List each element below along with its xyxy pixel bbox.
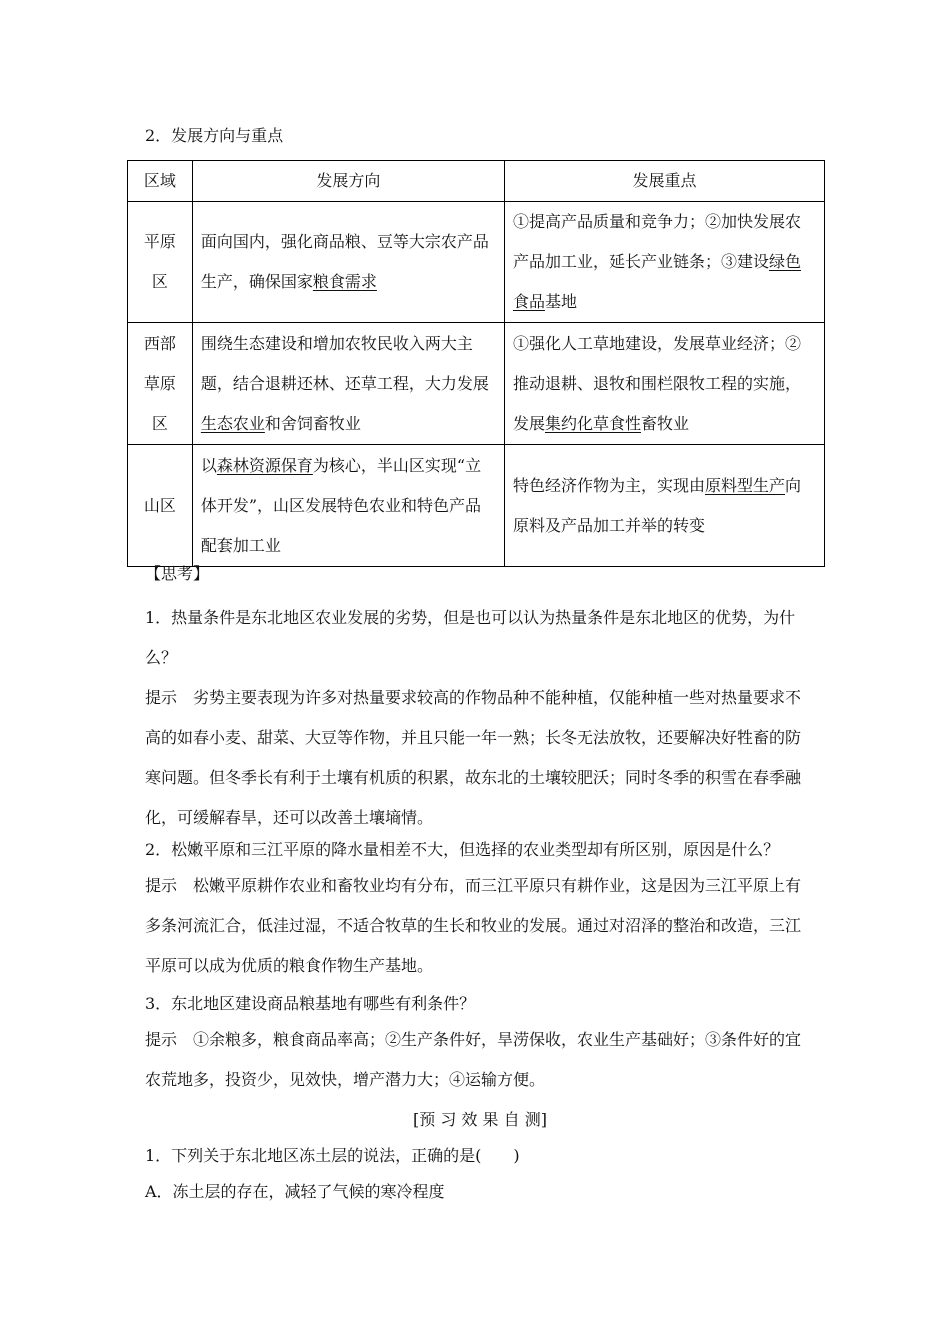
test-question-1-option-a: A．冻土层的存在，减轻了气候的寒冷程度 xyxy=(145,1182,445,1201)
region-cell: 西部草原区 xyxy=(128,323,193,445)
text-run: 围绕生态建设和增加农牧民收入两大主题，结合退耕还林、还草工程，大力发展 xyxy=(200,333,489,393)
direction-cell xyxy=(192,323,504,445)
text-run: 以 xyxy=(200,455,217,475)
text-run: 基地 xyxy=(544,292,577,311)
underlined-term: 森林资源保育 xyxy=(216,455,313,475)
answer-3: 提示 ①余粮多，粮食商品率高；②生产条件好，旱涝保收，农业生产基础好；③条件好的宜农荒地多，投资少，见效快，增产潜力大；④运输方便。 xyxy=(145,1030,802,1089)
question-3: 3．东北地区建设商品粮基地有哪些有利条件？ xyxy=(145,994,476,1013)
test-question-1: 1．下列关于东北地区冻土层的说法，正确的是( ) xyxy=(145,1146,520,1165)
text-run: ①提高产品质量和竞争力；②加快发展农产品加工业，延长产业链条；③建设 xyxy=(512,212,801,271)
table-header-row xyxy=(128,161,825,202)
table-row xyxy=(128,445,825,567)
direction-cell xyxy=(192,445,504,567)
table-row xyxy=(128,202,825,323)
underlined-term: 粮食需求 xyxy=(312,272,377,291)
underlined-term: 原料型生产 xyxy=(704,475,785,495)
focus-cell xyxy=(504,323,824,445)
underlined-term: 绿色食品 xyxy=(512,252,801,311)
focus-cell xyxy=(504,202,824,323)
underlined-term: 集约化草食性 xyxy=(544,413,641,433)
text-run: 畜牧业 xyxy=(640,413,689,433)
section-title: 2．发展方向与重点 xyxy=(145,126,284,145)
question-2: 2．松嫩平原和三江平原的降水量相差不大，但选择的农业类型却有所区别，原因是什么？ xyxy=(145,840,780,859)
text-run: 和舍饲畜牧业 xyxy=(264,413,361,433)
text-run: 向原料及产品加工并举的转变 xyxy=(512,475,801,535)
table-row xyxy=(128,323,825,445)
focus-cell xyxy=(504,445,824,567)
development-table xyxy=(127,160,825,567)
region-cell: 山区 xyxy=(128,445,193,567)
region-cell: 平原区 xyxy=(128,202,193,323)
header-focus: 发展重点 xyxy=(504,161,824,202)
answer-1: 提示 劣势主要表现为许多对热量要求较高的作物品种不能种植，仅能种植一些对热量要求不高的如春小麦、甜菜、大豆等作物，并且只能一年一熟；长冬无法放牧，还要解决好牲畜的防寒问题。但冬季长有利于土壤有机质的积累，故东北的土壤较肥沃；同时冬季的积雪在春季融化，可缓解春旱，还可以改善土壤墒情。 xyxy=(145,688,802,827)
text-run: 特色经济作物为主，实现由 xyxy=(512,475,705,495)
text-run: ①强化人工草地建设，发展草业经济；②推动退耕、退牧和围栏限牧工程的实施，发展 xyxy=(512,333,801,433)
text-run: 为核心，半山区实现“立体开发”，山区发展特色农业和特色产品配套加工业 xyxy=(200,455,482,555)
text-run: 面向国内，强化商品粮、豆等大宗农产品生产，确保国家 xyxy=(200,232,489,291)
underlined-term: 生态农业 xyxy=(200,413,265,433)
answer-2: 提示 松嫩平原耕作农业和畜牧业均有分布，而三江平原只有耕作业，这是因为三江平原上有多条河流汇合，低洼过湿，不适合牧草的生长和牧业的发展。通过对沼泽的整治和改造，三江平原可以成为优质的粮食作物生产基地。 xyxy=(145,876,802,975)
self-test-heading: [预 习 效 果 自 测] xyxy=(413,1110,547,1129)
question-1: 1．热量条件是东北地区农业发展的劣势，但是也可以认为热量条件是东北地区的优势，为什么？ xyxy=(145,608,796,667)
think-heading: 【思考】 xyxy=(145,564,210,583)
direction-cell xyxy=(192,202,504,323)
header-region: 区域 xyxy=(128,161,193,202)
header-direction: 发展方向 xyxy=(192,161,504,202)
